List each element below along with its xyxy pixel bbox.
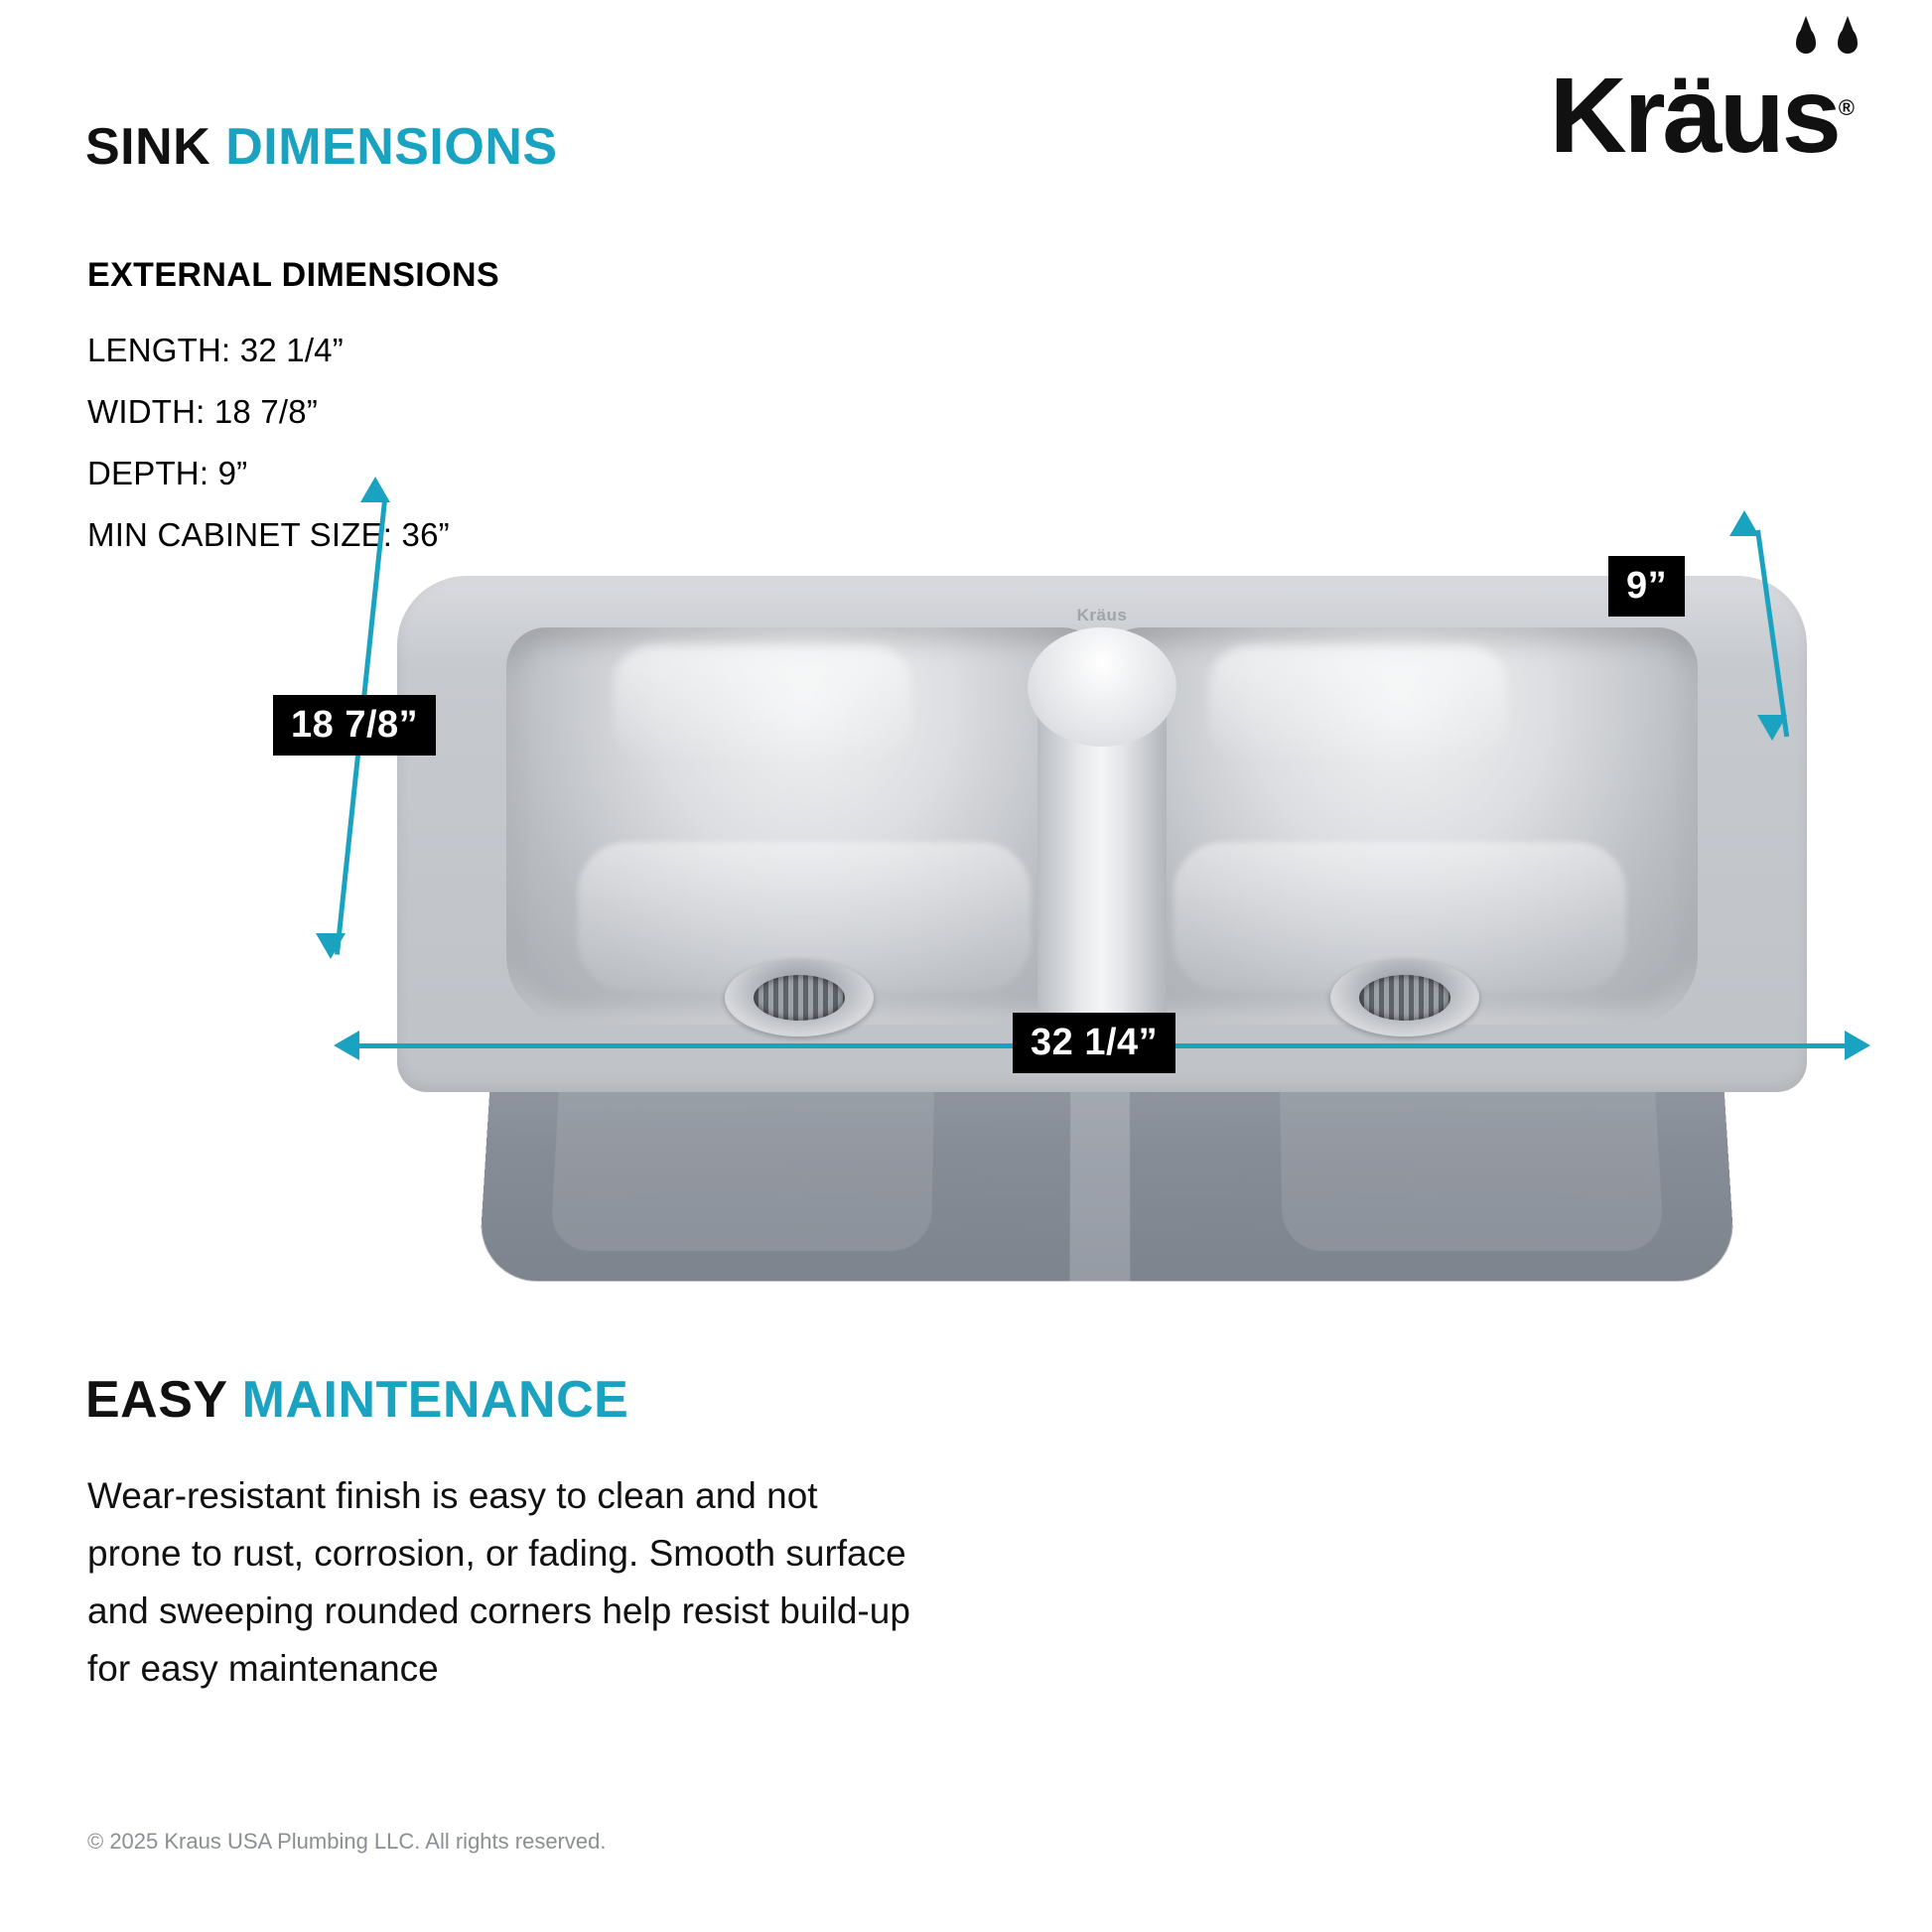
copyright-footer: © 2025 Kraus USA Plumbing LLC. All rights reserved. xyxy=(87,1829,607,1854)
maintenance-title xyxy=(85,1370,628,1430)
maintenance-title-part1: EASY xyxy=(85,1371,242,1429)
spec-min-cabinet: MIN CABINET SIZE: 36” xyxy=(87,516,450,553)
divider-neck xyxy=(1028,627,1176,747)
drain-right xyxy=(1330,959,1479,1036)
maintenance-title-part2: MAINTENANCE xyxy=(241,1371,629,1429)
depth-arrow-head-bottom xyxy=(1757,715,1787,741)
basin-left-sheen xyxy=(614,645,911,764)
page-title xyxy=(85,117,558,177)
page-title-part1: SINK xyxy=(85,118,226,176)
brand-text: Kräus xyxy=(1549,55,1839,175)
product-logo-emboss: Kräus xyxy=(1076,606,1128,624)
sink-diagram xyxy=(291,565,1876,1330)
width-arrow-head-bottom xyxy=(316,933,345,959)
maintenance-body: Wear-resistant finish is easy to clean and not prone to rust, corrosion, or fading. Smooth surface and sweeping rounded corners help resist build-up for easy maintenance xyxy=(87,1475,910,1689)
page-title-part2: DIMENSIONS xyxy=(225,118,558,176)
external-dimensions-list xyxy=(87,320,450,566)
brand-wordmark xyxy=(1549,55,1855,175)
depth-arrow-head-top xyxy=(1729,510,1759,536)
width-dimension-label: 18 7/8” xyxy=(273,695,436,756)
water-drop-icon xyxy=(1838,28,1858,54)
center-divider-ridge xyxy=(1037,635,1167,1052)
length-arrow-head-left xyxy=(334,1031,359,1060)
length-dimension-label: 32 1/4” xyxy=(1013,1013,1175,1073)
registered-mark: ® xyxy=(1838,95,1855,120)
basin-right-sheen xyxy=(1209,645,1507,764)
depth-dimension-label: 9” xyxy=(1608,556,1685,617)
brand-logo xyxy=(1549,55,1855,175)
water-drop-icon xyxy=(1796,28,1816,54)
external-dimensions-heading: EXTERNAL DIMENSIONS xyxy=(87,256,500,294)
spec-width: WIDTH: 18 7/8” xyxy=(87,393,319,430)
width-arrow-head-top xyxy=(360,477,390,502)
spec-depth: DEPTH: 9” xyxy=(87,455,248,491)
drain-left xyxy=(725,959,874,1036)
length-arrow-head-right xyxy=(1845,1031,1870,1060)
spec-length: LENGTH: 32 1/4” xyxy=(87,332,344,368)
